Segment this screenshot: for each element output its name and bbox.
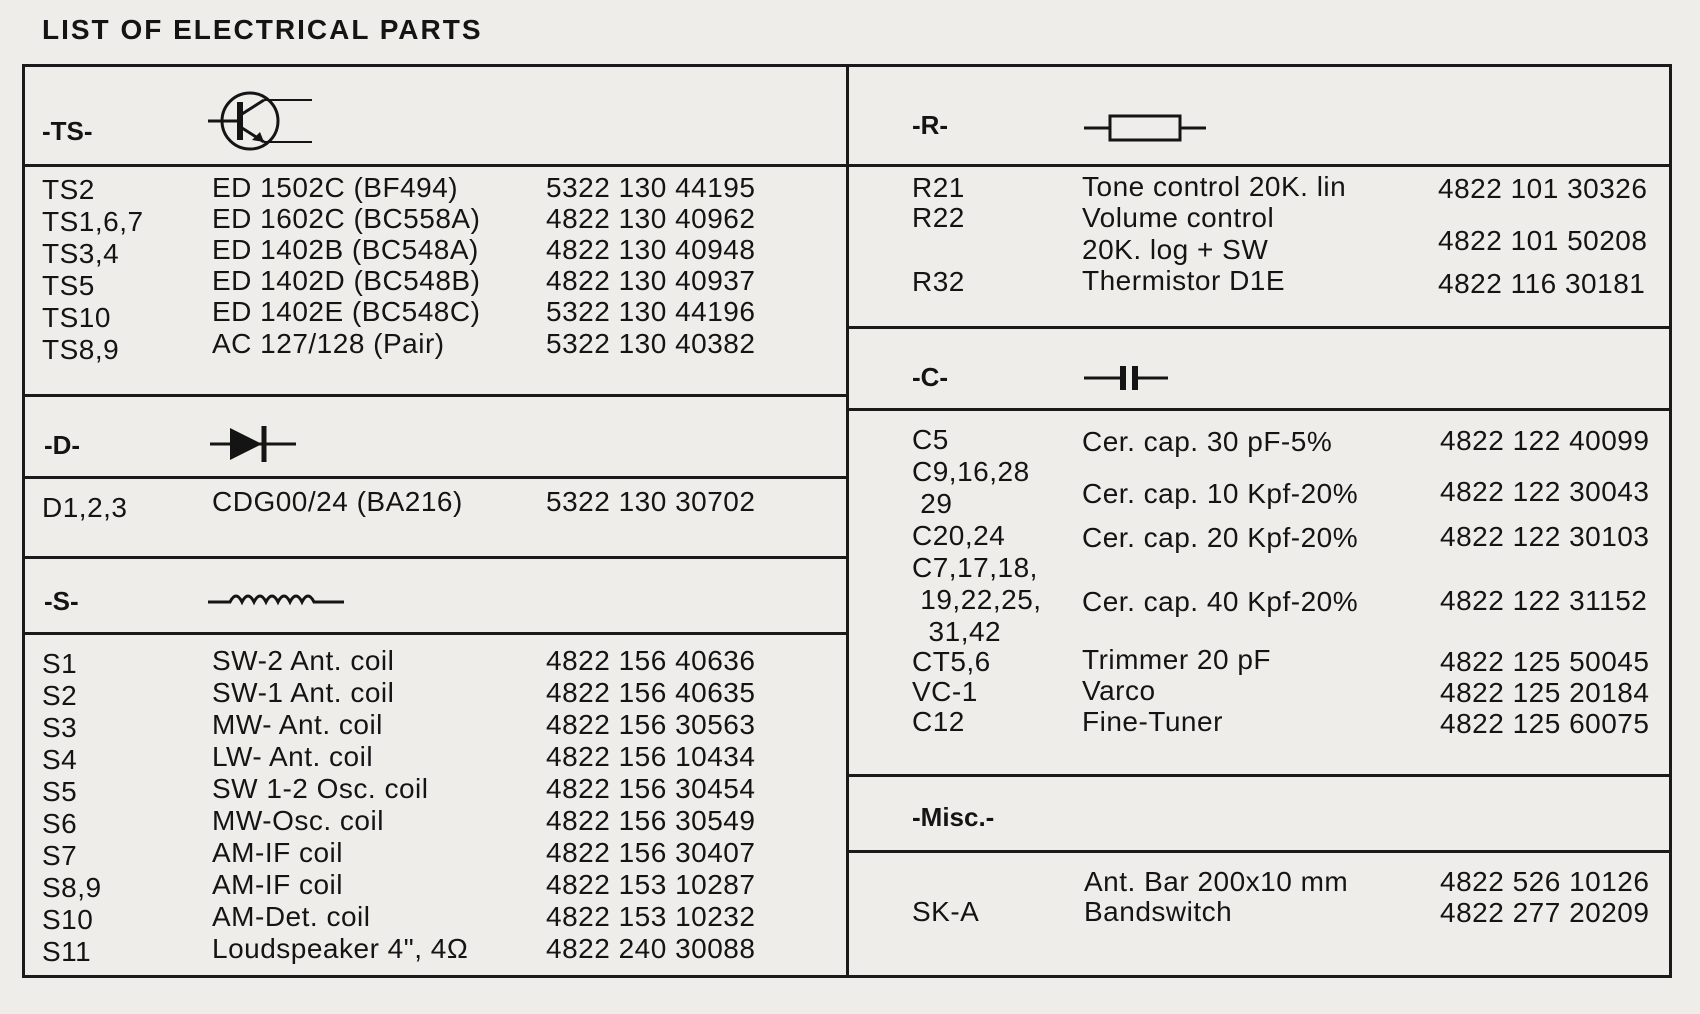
part-ref: TS10: [42, 302, 111, 333]
part-desc: SW-2 Ant. coil: [212, 645, 395, 676]
part-desc: Cer. cap. 40 Kpf-20%: [1082, 586, 1359, 617]
part-code: 5322 130 44195: [546, 172, 756, 203]
part-ref: C20,24: [912, 520, 1006, 551]
part-ref: VC-1: [912, 676, 978, 707]
part-ref: S7: [42, 840, 78, 871]
part-ref: CT5,6: [912, 646, 991, 677]
divider: [22, 394, 849, 397]
capacitor-icon: [1084, 364, 1168, 392]
section-label-c: -C-: [912, 362, 949, 392]
divider: [846, 408, 1672, 411]
part-code: 5322 130 30702: [546, 486, 756, 517]
part-code: 5322 130 40382: [546, 328, 756, 359]
part-ref: S3: [42, 712, 78, 743]
divider: [22, 556, 849, 559]
part-code: 4822 153 10232: [546, 901, 756, 932]
part-desc: ED 1602C (BC558A): [212, 203, 481, 234]
part-desc: AM-IF coil: [212, 837, 343, 868]
part-code: 4822 156 30407: [546, 837, 756, 868]
part-ref: S5: [42, 776, 78, 807]
part-ref: TS8,9: [42, 334, 120, 365]
part-ref: TS3,4: [42, 238, 120, 269]
part-ref: S8,9: [42, 872, 102, 903]
part-code: 4822 130 40962: [546, 203, 756, 234]
part-code: 4822 130 40948: [546, 234, 756, 265]
part-desc: Varco: [1082, 675, 1156, 706]
part-ref: S11: [42, 936, 92, 967]
part-desc: Volume control 20K. log + SW: [1082, 202, 1275, 265]
part-ref: TS5: [42, 270, 95, 301]
part-ref: R21: [912, 172, 965, 203]
part-desc: ED 1402D (BC548B): [212, 265, 481, 296]
column-divider: [846, 64, 849, 978]
part-ref: D1,2,3: [42, 492, 128, 523]
part-ref: S1: [42, 648, 78, 679]
divider: [846, 164, 1672, 167]
part-desc: Thermistor D1E: [1082, 265, 1286, 296]
part-code: 4822 156 30563: [546, 709, 756, 740]
part-desc: Tone control 20K. lin: [1082, 171, 1347, 202]
part-ref: C7,17,18, 19,22,25, 31,42: [912, 552, 1042, 647]
part-code: 4822 130 40937: [546, 265, 756, 296]
part-desc: AM-IF coil: [212, 869, 343, 900]
part-desc: ED 1502C (BF494): [212, 172, 459, 203]
part-desc: CDG00/24 (BA216): [212, 486, 463, 517]
part-desc: MW-Osc. coil: [212, 805, 384, 836]
part-desc: Cer. cap. 20 Kpf-20%: [1082, 522, 1359, 553]
part-desc: Ant. Bar 200x10 mm: [1084, 866, 1349, 897]
part-code: 4822 277 20209: [1440, 897, 1650, 928]
part-ref: S4: [42, 744, 78, 775]
part-desc: Cer. cap. 10 Kpf-20%: [1082, 478, 1359, 509]
part-desc: AC 127/128 (Pair): [212, 328, 445, 359]
part-code: 5322 130 44196: [546, 296, 756, 327]
divider: [846, 850, 1672, 853]
part-ref: C9,16,28 29: [912, 456, 1030, 519]
part-code: 4822 122 31152: [1440, 585, 1648, 616]
page-title: LIST OF ELECTRICAL PARTS: [42, 14, 483, 45]
part-ref: S10: [42, 904, 94, 935]
part-code: 4822 240 30088: [546, 933, 756, 964]
part-desc: Fine-Tuner: [1082, 706, 1223, 737]
part-desc: Cer. cap. 30 pF-5%: [1082, 426, 1333, 457]
resistor-icon: [1084, 112, 1206, 144]
part-desc: Bandswitch: [1084, 896, 1233, 927]
part-desc: ED 1402B (BC548A): [212, 234, 479, 265]
part-desc: Loudspeaker 4", 4Ω: [212, 933, 469, 964]
part-code: 4822 156 40635: [546, 677, 756, 708]
part-desc: ED 1402E (BC548C): [212, 296, 481, 327]
part-code: 4822 526 10126: [1440, 866, 1650, 897]
part-code: 4822 122 30043: [1440, 476, 1650, 507]
divider: [22, 164, 849, 167]
part-code: 4822 122 40099: [1440, 425, 1650, 456]
part-ref: TS1,6,7: [42, 206, 144, 237]
part-ref: SK-A: [912, 896, 980, 927]
part-desc: LW- Ant. coil: [212, 741, 374, 772]
part-code: 4822 156 30454: [546, 773, 756, 804]
part-ref: TS2: [42, 174, 95, 205]
divider: [22, 476, 849, 479]
part-desc: AM-Det. coil: [212, 901, 371, 932]
part-code: 4822 125 60075: [1440, 708, 1650, 739]
section-label-d: -D-: [44, 430, 81, 460]
part-code: 4822 101 30326: [1438, 173, 1648, 204]
divider: [846, 326, 1672, 329]
part-ref: S6: [42, 808, 78, 839]
part-code: 4822 153 10287: [546, 869, 756, 900]
part-ref: R32: [912, 266, 965, 297]
divider: [846, 774, 1672, 777]
part-code: 4822 125 20184: [1440, 677, 1650, 708]
part-code: 4822 156 10434: [546, 741, 756, 772]
part-desc: Trimmer 20 pF: [1082, 644, 1272, 675]
part-code: 4822 122 30103: [1440, 521, 1650, 552]
part-desc: SW-1 Ant. coil: [212, 677, 395, 708]
divider: [22, 632, 849, 635]
part-desc: MW- Ant. coil: [212, 709, 383, 740]
section-label-s: -S-: [44, 586, 79, 616]
part-desc: SW 1-2 Osc. coil: [212, 773, 429, 804]
part-code: 4822 125 50045: [1440, 646, 1650, 677]
part-ref: C5: [912, 424, 949, 455]
part-ref: S2: [42, 680, 78, 711]
part-code: 4822 116 30181: [1438, 268, 1646, 299]
part-code: 4822 101 50208: [1438, 225, 1648, 256]
part-ref: C12: [912, 706, 965, 737]
part-ref: R22: [912, 202, 965, 233]
transistor-icon: [208, 88, 314, 154]
part-code: 4822 156 30549: [546, 805, 756, 836]
coil-icon: [208, 584, 344, 608]
section-label-misc: -Misc.-: [912, 802, 995, 832]
section-label-r: -R-: [912, 110, 949, 140]
diode-icon: [210, 424, 296, 464]
section-label-ts: -TS-: [42, 116, 93, 146]
part-code: 4822 156 40636: [546, 645, 756, 676]
